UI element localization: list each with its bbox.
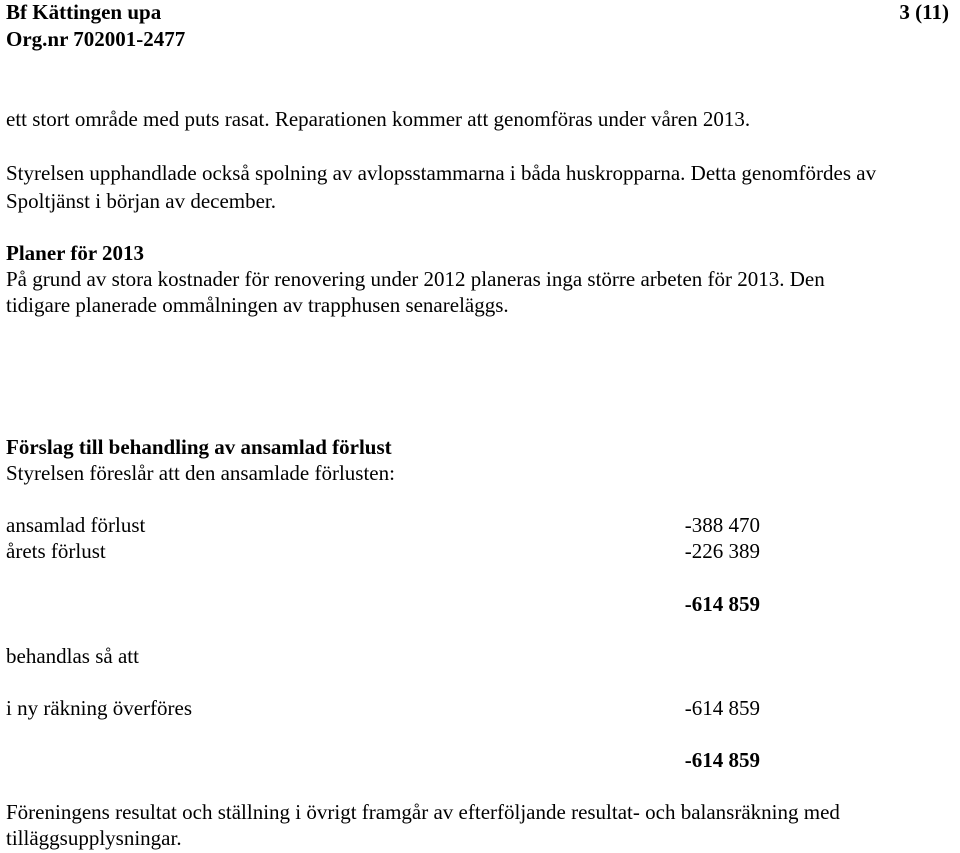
plans-line1: På grund av stora kostnader för renovering under 2012 planeras inga större arbeten för 2013. Den: [6, 267, 825, 291]
org-number: Org.nr 702001-2477: [6, 27, 186, 51]
paragraph-flushing-line1: Styrelsen upphandlade också spolning av avlopsstammarna i båda huskropparna. Detta genomfördes av: [6, 161, 877, 185]
paragraph-flushing-line2: Spoltjänst i början av december.: [6, 189, 277, 213]
proposal-heading: Förslag till behandling av ansamlad förlust: [6, 435, 392, 459]
handle-label: behandlas så att: [6, 644, 139, 668]
plans-line2: tidigare planerade ommålningen av trapphusen senareläggs.: [6, 293, 509, 317]
org-name: Bf Kättingen upa: [6, 0, 162, 24]
total-value: -614 859: [684, 748, 760, 772]
footer-line2: tilläggsupplysningar.: [6, 826, 182, 850]
footer-line1: Föreningens resultat och ställning i övrigt framgår av efterföljande resultat- och balansräkning med: [6, 800, 840, 824]
paragraph-repair: ett stort område med puts rasat. Reparationen kommer att genomföras under våren 2013.: [6, 107, 751, 131]
row-label-year-loss: årets förlust: [6, 539, 106, 563]
row-label-accumulated-loss: ansamlad förlust: [6, 513, 146, 537]
row-value-carry-forward: -614 859: [684, 696, 760, 720]
subtotal-value: -614 859: [684, 592, 760, 616]
row-label-carry-forward: i ny räkning överföres: [6, 696, 193, 720]
plans-heading: Planer för 2013: [6, 241, 145, 265]
row-value-accumulated-loss: -388 470: [684, 513, 760, 537]
proposal-intro: Styrelsen föreslår att den ansamlade förlusten:: [6, 461, 395, 485]
page-number: 3 (11): [899, 0, 949, 24]
row-value-year-loss: -226 389: [684, 539, 760, 563]
